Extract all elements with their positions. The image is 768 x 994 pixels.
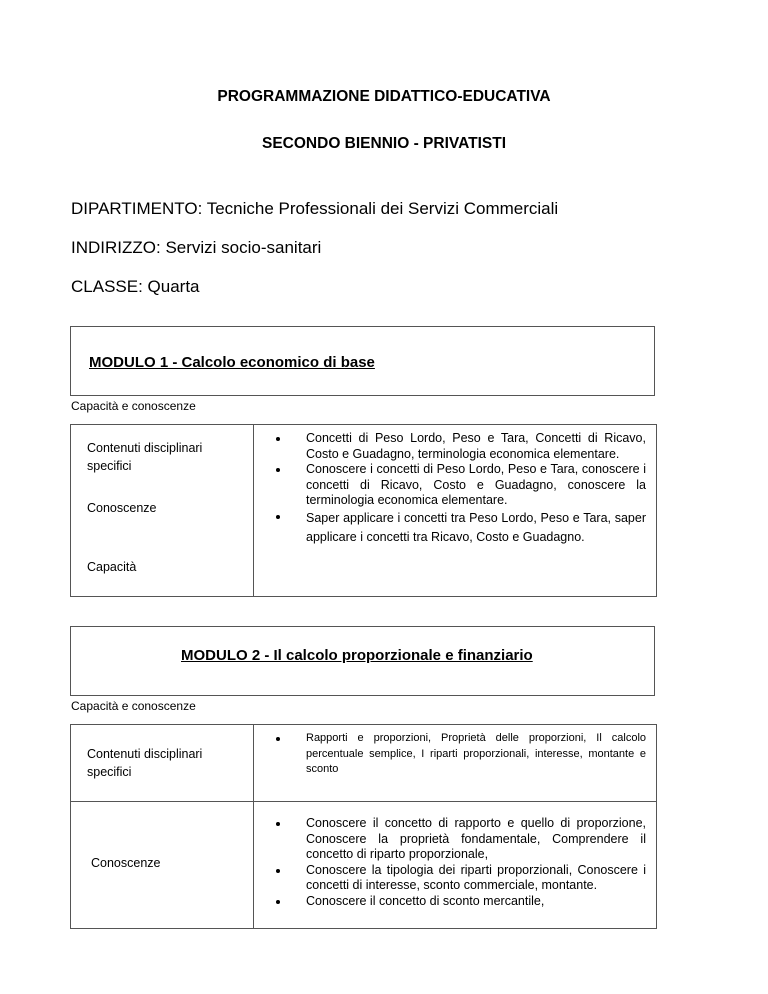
module-1-bullet-list <box>254 425 656 547</box>
indirizzo-line: INDIRIZZO: Servizi socio-sanitari <box>71 238 322 257</box>
dipartimento-line: DIPARTIMENTO: Tecniche Professionali dei Servizi Commerciali <box>71 199 559 218</box>
module-2-contenuti-list <box>254 725 656 778</box>
module-1-caption: Capacità e conoscenze <box>71 399 196 413</box>
conoscenze-label: Conoscenze <box>87 501 157 515</box>
module-1-title: MODULO 1 - Calcolo economico di base <box>89 354 375 371</box>
module-1-header-box <box>70 326 655 396</box>
module-2-title: MODULO 2 - Il calcolo proporzionale e finanziario <box>181 647 533 664</box>
module-2-conoscenze-list <box>254 802 656 909</box>
list-item: Conoscere la tipologia dei riparti proporzionali, Conoscere i concetti di interesse, sconto commerciale, montante. <box>254 863 656 894</box>
conoscenze-label: Conoscenze <box>91 856 161 870</box>
module-2-table <box>70 724 657 929</box>
module-2-contenuti-label-cell <box>71 725 254 802</box>
list-item: Saper applicare i concetti tra Peso Lordo, Peso e Tara, saper applicare i concetti tra Ricavo, Costo e Guadagno. <box>254 509 656 547</box>
capacita-label: Capacità <box>87 560 137 574</box>
list-item: Conoscere il concetto di sconto mercantile, <box>254 894 656 910</box>
contenuti-label: Contenuti disciplinari specifici <box>87 747 203 779</box>
list-item: Conoscere i concetti di Peso Lordo, Peso e Tara, conoscere i concetti di Ricavo, Costo e Guadagno, conoscere la terminologia economica elementare. <box>254 462 656 509</box>
module-1-table <box>70 424 657 597</box>
classe-line: CLASSE: Quarta <box>71 277 200 296</box>
list-item: Conoscere il concetto di rapporto e quello di proporzione, Conoscere la proprietà fondamentale, Comprendere il concetto di riparto proporzionale, <box>254 816 656 863</box>
list-item: Rapporti e proporzioni, Proprietà delle proporzioni, Il calcolo percentuale semplice, I riparti proporzionali, interesse, montante e sconto <box>254 731 656 778</box>
contenuti-label: Contenuti disciplinari specifici <box>87 441 203 473</box>
document-subtitle: SECONDO BIENNIO - PRIVATISTI <box>262 135 506 152</box>
module-2-conoscenze-cell <box>254 802 657 929</box>
document-title: PROGRAMMAZIONE DIDATTICO-EDUCATIVA <box>217 88 551 105</box>
module-2-caption: Capacità e conoscenze <box>71 699 196 713</box>
module-2-header-box <box>70 626 655 696</box>
module-1-labels-cell <box>71 425 254 597</box>
module-2-conoscenze-label-cell <box>71 802 254 929</box>
module-2-contenuti-cell <box>254 725 657 802</box>
module-1-content-cell <box>254 425 657 597</box>
list-item: Concetti di Peso Lordo, Peso e Tara, Concetti di Ricavo, Costo e Guadagno, terminologia economica elementare. <box>254 431 656 462</box>
